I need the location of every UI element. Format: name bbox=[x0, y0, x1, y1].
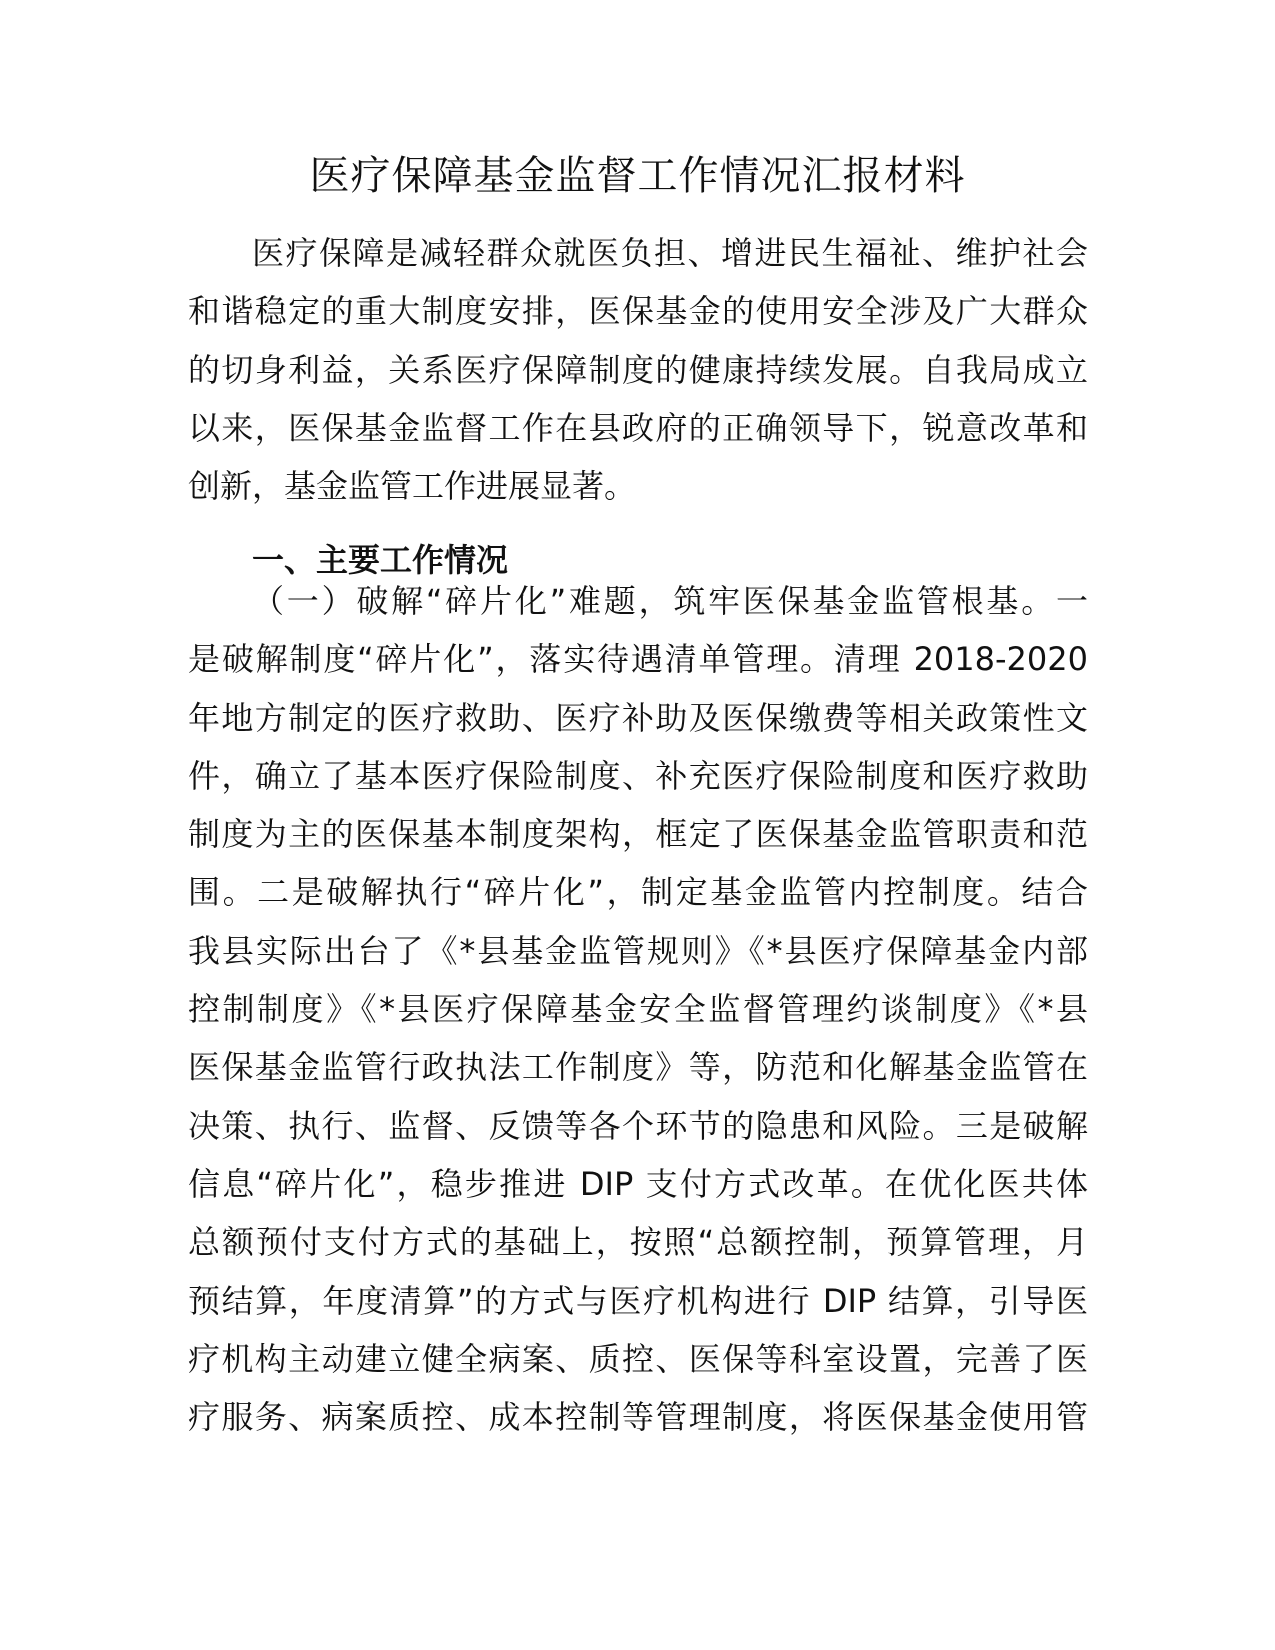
paragraph-line: 医保基金监管行政执法工作制度》等，防范和化解基金监管在 bbox=[188, 1048, 1088, 1087]
paragraph-line: 创新，基金监管工作进展显著。 bbox=[188, 467, 637, 506]
paragraph-line: 的切身利益，关系医疗保障制度的健康持续发展。自我局成立 bbox=[188, 350, 1088, 389]
paragraph-line: 控制制度》《*县医疗保障基金安全监督管理约谈制度》《*县 bbox=[188, 990, 1088, 1029]
section1-paragraph bbox=[188, 572, 1088, 1446]
paragraph-line: 围。二是破解执行“碎片化”，制定基金监管内控制度。结合 bbox=[188, 873, 1088, 912]
paragraph-line: 我县实际出台了《*县基金监管规则》《*县医疗保障基金内部 bbox=[188, 931, 1088, 970]
section-heading-text: 一、主要工作情况 bbox=[252, 541, 509, 579]
paragraph-line: （一）破解“碎片化”难题，筑牢医保基金监管根基。一 bbox=[252, 582, 1088, 620]
paragraph-line: 医疗保障是减轻群众就医负担、增进民生福祉、维护社会 bbox=[252, 234, 1088, 272]
paragraph-line: 决策、执行、监督、反馈等各个环节的隐患和风险。三是破解 bbox=[188, 1106, 1088, 1145]
intro-paragraph bbox=[188, 224, 1088, 515]
paragraph-line: 是破解制度“碎片化”，落实待遇清单管理。清理 2018-2020 bbox=[188, 640, 1088, 679]
paragraph-line: 件，确立了基本医疗保险制度、补充医疗保险制度和医疗救助 bbox=[188, 756, 1088, 795]
paragraph-line: 总额预付支付方式的基础上，按照“总额控制，预算管理，月 bbox=[188, 1223, 1088, 1262]
paragraph-line: 和谐稳定的重大制度安排，医保基金的使用安全涉及广大群众 bbox=[188, 292, 1088, 331]
paragraph-line: 疗服务、病案质控、成本控制等管理制度，将医保基金使用管 bbox=[188, 1398, 1088, 1437]
paragraph-line: 制度为主的医保基本制度架构，框定了医保基金监管职责和范 bbox=[188, 815, 1088, 854]
paragraph-line: 预结算，年度清算”的方式与医疗机构进行 DIP 结算，引导医 bbox=[188, 1281, 1088, 1320]
paragraph-line: 信息“碎片化”，稳步推进 DIP 支付方式改革。在优化医共体 bbox=[188, 1164, 1088, 1203]
document-title: 医疗保障基金监督工作情况汇报材料 bbox=[309, 153, 966, 199]
paragraph-line: 以来，医保基金监督工作在县政府的正确领导下，锐意改革和 bbox=[188, 408, 1088, 447]
paragraph-line: 年地方制定的医疗救助、医疗补助及医保缴费等相关政策性文 bbox=[188, 698, 1088, 737]
paragraph-line: 疗机构主动建立健全病案、质控、医保等科室设置，完善了医 bbox=[188, 1339, 1088, 1378]
